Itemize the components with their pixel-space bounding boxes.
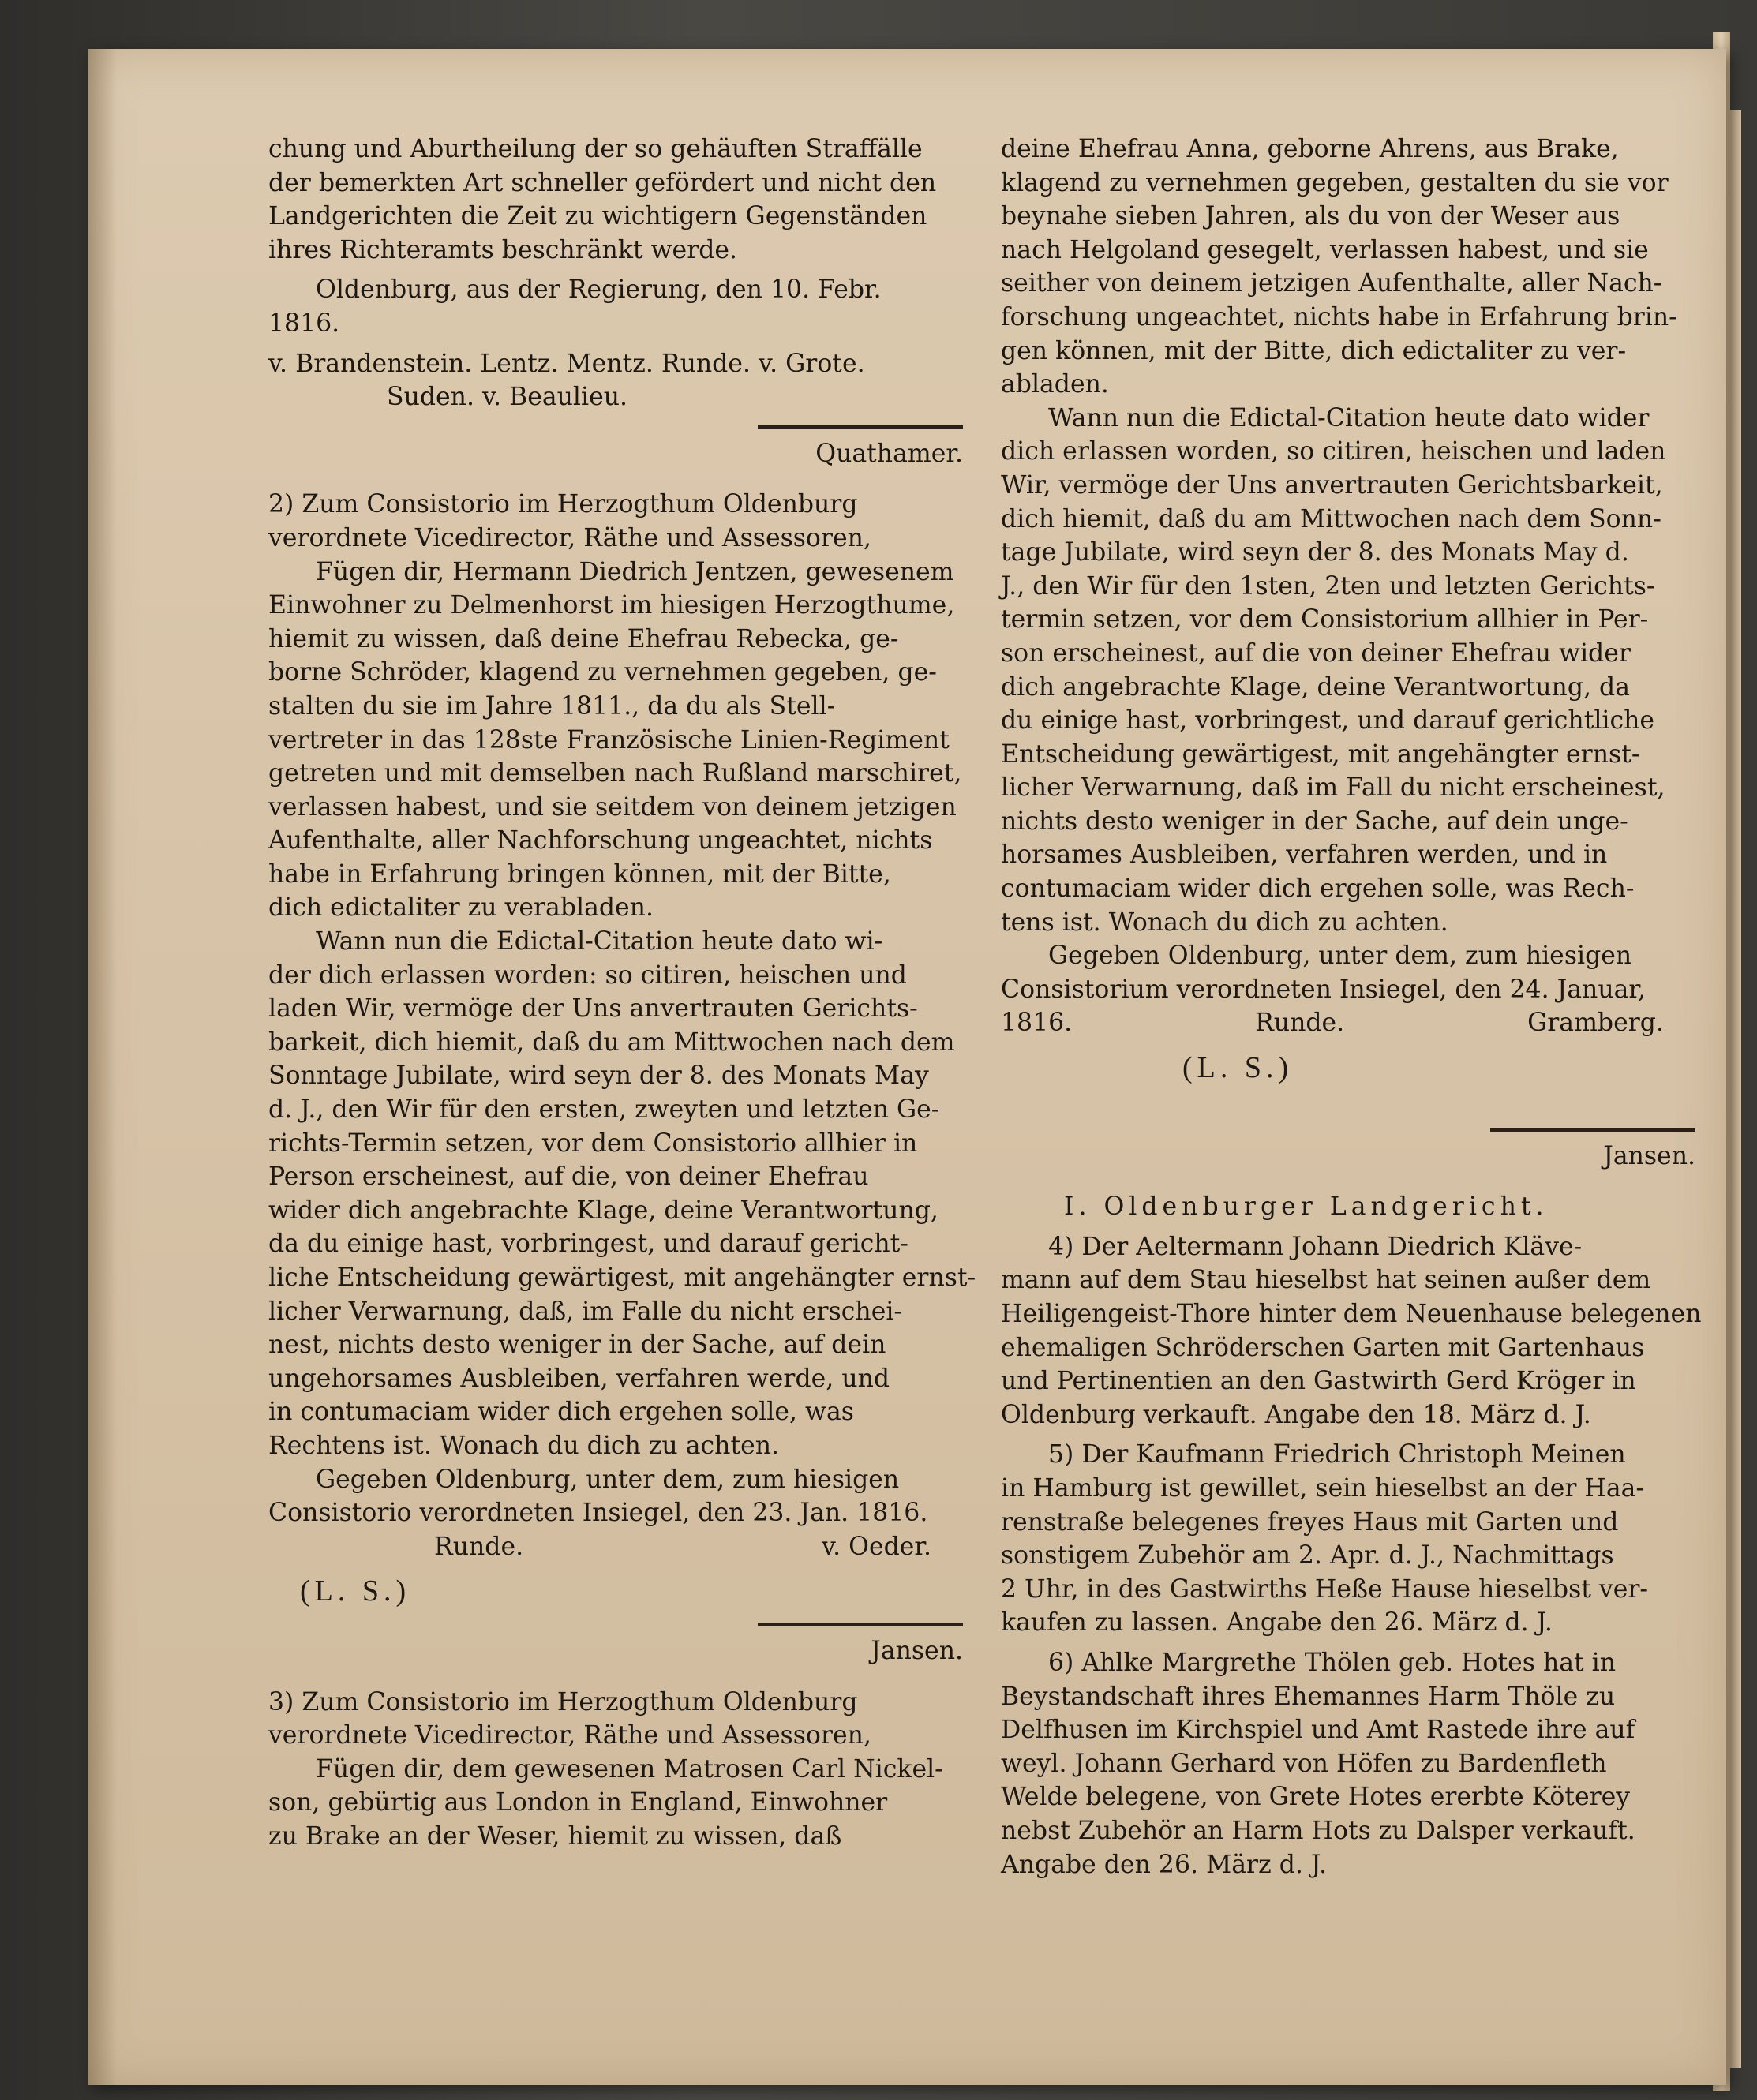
- text-line: 5) Der Kaufmann Friedrich Christoph Meinen: [1048, 1440, 1626, 1469]
- text-line: sonstigem Zubehör am 2. Apr. d. J., Nachmittags: [1001, 1541, 1614, 1570]
- notice-3-clerk: Jansen.: [1603, 1141, 1695, 1170]
- text-line: Aufenthalte, aller Nachforschung ungeachtet, nichts: [268, 826, 933, 855]
- signer-quathamer: Quathamer.: [815, 439, 963, 468]
- text-line: der dich erlassen worden: so citiren, heischen und: [268, 960, 907, 990]
- text-line: Fügen dir, dem gewesenen Matrosen Carl Nickel-: [316, 1754, 943, 1784]
- text-line: Fügen dir, Hermann Diedrich Jentzen, gewesenem: [316, 557, 954, 586]
- notice-3-given: [1001, 939, 1695, 1006]
- separator-rule: [1490, 1128, 1695, 1132]
- text-line: Wir, vermöge der Uns anvertrauten Gerichtsbarkeit,: [1001, 470, 1663, 500]
- text-line: licher Verwarnung, daß, im Falle du nicht erschei-: [268, 1297, 903, 1326]
- text-line: Einwohner zu Delmenhorst im hiesigen Herzogthume,: [268, 591, 955, 620]
- text-line: tens ist. Wonach du dich zu achten.: [1001, 908, 1448, 937]
- text-line: Beystandschaft ihres Ehemannes Harm Thöle zu: [1001, 1682, 1616, 1711]
- text-line: mann auf dem Stau hieselbst hat seinen außer dem: [1001, 1266, 1651, 1295]
- text-line: Delfhusen im Kirchspiel und Amt Rastede ihre auf: [1001, 1716, 1635, 1745]
- text-line: tage Jubilate, wird seyn der 8. des Monats May d.: [1001, 538, 1629, 567]
- text-line: Oldenburg verkauft. Angabe den 18. März d. J.: [1001, 1400, 1591, 1429]
- text-line: Wann nun die Edictal-Citation heute dato wi-: [316, 927, 883, 956]
- text-line: 6) Ahlke Margrethe Thölen geb. Hotes hat in: [1048, 1648, 1617, 1677]
- text-line: Welde belegene, von Grete Hotes ererbte Köterey: [1001, 1783, 1631, 1812]
- text-line: contumaciam wider dich ergehen solle, was Rech-: [1001, 874, 1635, 904]
- text-line: beynahe sieben Jahren, als du von der Weser aus: [1001, 202, 1620, 231]
- text-line: hiemit zu wissen, daß deine Ehefrau Rebecka, ge-: [268, 624, 899, 653]
- notice-3-body-cont: [1001, 133, 1695, 402]
- text-line: und Pertinentien an den Gastwirth Gerd Kröger in: [1001, 1367, 1636, 1396]
- text-line: du einige hast, vorbringest, und darauf gerichtliche: [1001, 706, 1655, 736]
- text-line: richts-Termin setzen, vor dem Consistorio allhier in: [268, 1129, 918, 1158]
- left-column: [268, 133, 976, 1854]
- notice-5: [1001, 1438, 1695, 1640]
- text-line: chung und Aburtheilung der so gehäuften Straffälle: [268, 135, 923, 163]
- text-line: stalten du sie im Jahre 1811., da du als Stell-: [268, 691, 836, 721]
- notice-3-seal: (L. S.): [1182, 1051, 1294, 1085]
- text-line: ehemaligen Schröderschen Garten mit Gartenhaus: [1001, 1333, 1645, 1362]
- notice-3-citation: [1001, 402, 1695, 940]
- text-line: liche Entscheidung gewärtigest, mit angehängter ernst-: [268, 1263, 976, 1292]
- text-line: vertreter in das 128ste Französische Linien-Regiment: [268, 725, 950, 754]
- text-line: Entscheidung gewärtigest, mit angehängter ernst-: [1001, 739, 1640, 769]
- text-line: verordnete Vicedirector, Räthe und Assessoren,: [268, 523, 871, 552]
- text-line: son, gebürtig aus London in England, Einwohner: [268, 1788, 888, 1817]
- text-line: laden Wir, vermöge der Uns anvertrauten Gerichts-: [268, 994, 918, 1024]
- text-line: deine Ehefrau Anna, geborne Ahrens, aus Brake,: [1001, 135, 1619, 163]
- text-line: dich hiemit, daß du am Mittwochen nach dem Sonn-: [1001, 504, 1661, 533]
- notice-2-seal: (L. S.): [300, 1574, 411, 1608]
- text-line: licher Verwarnung, daß im Fall du nicht erscheinest,: [1001, 773, 1665, 803]
- page-spine-shadow: [88, 49, 117, 2085]
- text-line: 4) Der Aeltermann Johann Diedrich Kläve-: [1048, 1232, 1583, 1261]
- text-line: Gegeben Oldenburg, unter dem, zum hiesigen: [316, 1465, 900, 1494]
- text-line: ungehorsames Ausbleiben, verfahren werde, und: [268, 1364, 890, 1393]
- text-line: klagend zu vernehmen gegeben, gestalten du sie vor: [1001, 168, 1669, 197]
- text-line: verlassen habest, und sie seitdem von deinem jetzigen: [268, 792, 957, 822]
- notice-3-year: 1816.: [1001, 1009, 1073, 1038]
- text-line: Person erscheinest, auf die, von deiner Ehefrau: [268, 1162, 869, 1192]
- text-line: 3) Zum Consistorio im Herzogthum Oldenburg: [268, 1687, 858, 1716]
- notice-2-heading: [268, 488, 963, 555]
- text-line: verordnete Vicedirector, Räthe und Assessoren,: [268, 1721, 871, 1750]
- text-line: dich edictaliter zu verabladen.: [268, 893, 654, 923]
- text-line: Heiligengeist-Thore hinter dem Neuenhause belegenen: [1001, 1300, 1702, 1328]
- right-column: [1001, 133, 1702, 1881]
- notice-2-signature-runde: Runde.: [434, 1532, 524, 1561]
- text-line: nichts desto weniger in der Sache, auf dein unge-: [1001, 807, 1628, 836]
- notice-3-body-start: [268, 1753, 963, 1854]
- separator-rule: [758, 425, 963, 429]
- page-edge-lower: [1730, 110, 1741, 2068]
- notice-2-signature-oeder: v. Oeder.: [822, 1532, 931, 1561]
- text-line: nebst Zubehör an Harm Hots zu Dalsper verkauft.: [1001, 1816, 1635, 1845]
- text-line: Rechtens ist. Wonach du dich zu achten.: [268, 1431, 780, 1460]
- text-line: weyl. Johann Gerhard von Höfen zu Bardenfleth: [1001, 1749, 1607, 1778]
- text-line: termin setzen, vor dem Consistorium allhier in Per-: [1001, 605, 1649, 634]
- notice-3-heading: [268, 1686, 963, 1753]
- notice-2-citation: [268, 925, 976, 1463]
- text-line: J., den Wir für den 1sten, 2ten und letzten Gerichts-: [1001, 571, 1655, 601]
- text-line: Consistorium verordneten Insiegel, den 24. Januar,: [1001, 975, 1646, 1004]
- text-line: dich erlassen worden, so citiren, heischen und laden: [1001, 437, 1666, 466]
- text-line: seither von deinem jetzigen Aufenthalte, aller Nach-: [1001, 269, 1662, 298]
- notice-3-signature-runde: Runde.: [1255, 1009, 1345, 1038]
- text-line: getreten und mit demselben nach Rußland marschiret,: [268, 759, 962, 788]
- text-line: renstraße belegenes freyes Haus mit Garten und: [1001, 1507, 1619, 1537]
- notice-2-clerk: Jansen.: [871, 1636, 963, 1665]
- text-line: horsames Ausbleiben, verfahren werden, und in: [1001, 840, 1608, 870]
- text-line: in contumaciam wider dich ergehen solle, was: [268, 1398, 854, 1427]
- text-line: Consistorio verordneten Insiegel, den 23. Jan. 1816.: [268, 1499, 928, 1528]
- text-line: Landgerichten die Zeit zu wichtigern Gegenständen: [268, 202, 927, 231]
- text-line: Angabe den 26. März d. J.: [1001, 1850, 1328, 1879]
- section-heading-landgericht: I. Oldenburger Landgericht.: [1064, 1192, 1549, 1222]
- text-line: abladen.: [1001, 370, 1109, 399]
- notice-6: [1001, 1646, 1695, 1881]
- text-line: borne Schröder, klagend zu vernehmen gegeben, ge-: [268, 658, 937, 687]
- text-line: dich angebrachte Klage, deine Verantwortung, da: [1001, 672, 1630, 702]
- text-line: ihres Richteramts beschränkt werde.: [268, 235, 738, 264]
- text-line: son erscheinest, auf die von deiner Ehefrau wider: [1001, 638, 1631, 668]
- notice-4: [1001, 1230, 1702, 1432]
- signatories-line-1: v. Brandenstein. Lentz. Mentz. Runde. v. Grote.: [268, 349, 865, 378]
- text-line: habe in Erfahrung bringen können, mit der Bitte,: [268, 859, 891, 889]
- text-line: Sonntage Jubilate, wird seyn der 8. des Monats May: [268, 1061, 929, 1091]
- separator-rule: [758, 1623, 963, 1626]
- text-line: gen können, mit der Bitte, dich edictaliter zu ver-: [1001, 336, 1627, 365]
- text-line: wider dich angebrachte Klage, deine Verantwortung,: [268, 1196, 938, 1225]
- text-line: d. J., den Wir für den ersten, zweyten und letzten Ge-: [268, 1095, 940, 1125]
- dateline-regierung: [268, 273, 963, 340]
- text-line: in Hamburg ist gewillet, sein hieselbst an der Haa-: [1001, 1473, 1645, 1503]
- text-line: Oldenburg, aus der Regierung, den 10. Febr.: [316, 275, 882, 305]
- text-line: barkeit, dich hiemit, daß du am Mittwochen nach dem: [268, 1028, 955, 1057]
- text-line: 2 Uhr, in des Gastwirths Heße Hause hieselbst ver-: [1001, 1574, 1649, 1604]
- notice-2-body: [268, 556, 963, 926]
- notice-2-given: [268, 1463, 963, 1530]
- text-line: 1816.: [268, 309, 340, 338]
- text-line: Gegeben Oldenburg, unter dem, zum hiesigen: [1048, 941, 1632, 971]
- text-line: zu Brake an der Weser, hiemit zu wissen, daß: [268, 1821, 842, 1851]
- text-line: der bemerkten Art schneller gefördert und nicht den: [268, 168, 937, 197]
- text-line: nest, nichts desto weniger in der Sache, auf dein: [268, 1331, 886, 1360]
- text-line: da du einige hast, vorbringest, und darauf gericht-: [268, 1230, 908, 1259]
- text-line: kaufen zu lassen. Angabe den 26. März d. J.: [1001, 1608, 1553, 1638]
- notice-3-signature-gramberg: Gramberg.: [1527, 1009, 1664, 1038]
- signatories-line-2: Suden. v. Beaulieu.: [387, 383, 628, 412]
- text-line: 2) Zum Consistorio im Herzogthum Oldenburg: [268, 490, 858, 519]
- text-line: forschung ungeachtet, nichts habe in Erfahrung brin-: [1001, 302, 1677, 331]
- text-line: Wann nun die Edictal-Citation heute dato wider: [1048, 403, 1650, 432]
- paragraph-straffaelle: [268, 133, 963, 267]
- text-line: nach Helgoland gesegelt, verlassen habest, und sie: [1001, 235, 1649, 264]
